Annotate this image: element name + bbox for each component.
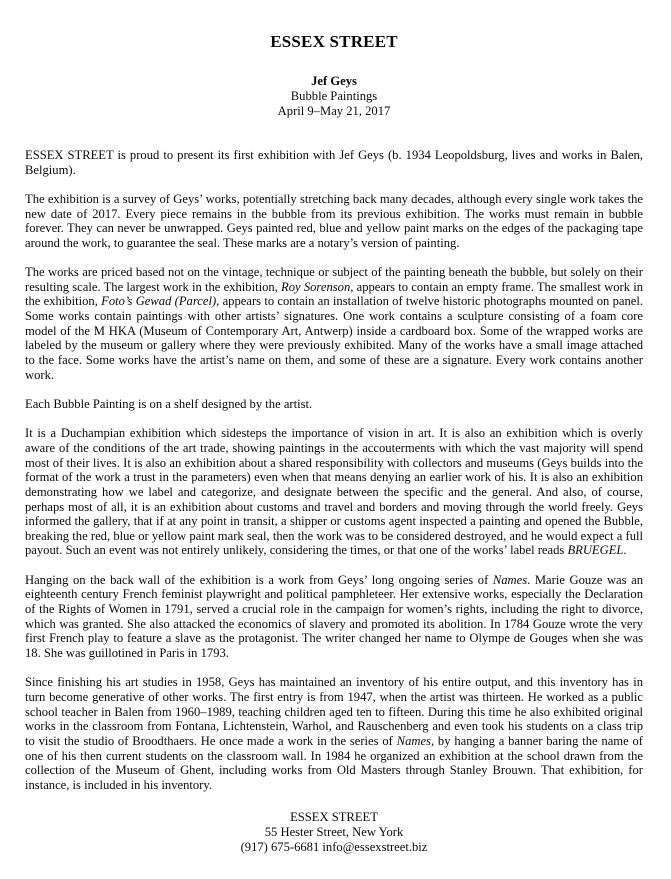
paragraph [25, 573, 643, 661]
paragraph [25, 397, 643, 412]
text-run: The exhibition is a survey of Geys’ works, potentially stretching back many decades, although every single work takes the new date of 2017. Every piece remains in the bubble from its previous exhibition. The works must remain in bubble forever. They can never be unwrapped. Geys painted red, blue and yellow paint marks on the edges of the packaging tape around the work, to guarantee the seal. These marks are a notary’s version of painting. [25, 191, 643, 250]
italic-work-title: Names [492, 572, 528, 587]
text-run: Since finishing his art studies in 1958, Geys has maintained an inventory of his entire output, and this inventory has in turn become generative of other works. The first entry is from 1947, when the artist was thirteen. He worked as a public school teacher in Balen from 1960–1989, teaching children aged ten to fifteen. During this time he also exhibited original works in the classroom from Fontana, Lichtenstein, Warhol, and Rauschenberg and even took his students on a class trip to visit the studio of Broodthaers. He once made a work in the series of [25, 675, 643, 748]
press-release-body [25, 148, 643, 793]
text-run: . Marie Gouze was an eighteenth century French feminist playwright and political pamphleteer. Her extensive works, especially the Declaration of the Rights of Women in 1791, served a crucial role in the campaign for women’s rights, including the right to divorce, which was granted. She also attacked the economics of slavery and promoted its abolition. In 1784 Gouze wrote the very first French play to feature a slave as the protagonist. The writer changed her name to Olympe de Gouges when she was 18. She was guillotined in Paris in 1793. [25, 572, 643, 660]
text-run: appears to contain an installation of twelve historic photographs mounted on panel. Some works contain paintings with other artists’ signatures. One work contains a sculpture consisting of a foam core model of the M HKA (Museum of Contemporary Art, Antwerp) inside a cardboard box. Some of the wrapped works are labeled by the museum or gallery where they were previously exhibited. Many of the works have a small image attached to the face. Some works have the artist’s name on them, and some of these are a signature. Every work contains another work. [25, 294, 644, 382]
artist-name: Jef Geys [311, 74, 357, 88]
footer-contact: (917) 675-6681 info@essexstreet.biz [240, 839, 428, 854]
paragraph [25, 148, 643, 177]
paragraph [25, 265, 643, 382]
paragraph [25, 426, 643, 558]
paragraph [25, 675, 643, 792]
footer-address: 55 Hester Street, New York [264, 824, 404, 839]
text-run: Hanging on the back wall of the exhibition is a work from Geys’ long ongoing series of [25, 572, 493, 587]
footer-gallery-name: ESSEX STREET [290, 809, 378, 824]
text-run: Each Bubble Painting is on a shelf designed by the artist. [25, 396, 313, 411]
paragraph [25, 192, 643, 251]
italic-work-title: BRUEGEL [567, 543, 624, 558]
exhibition-dates: April 9–May 21, 2017 [277, 104, 391, 118]
text-run: ESSEX STREET is proud to present its first exhibition with Jef Geys (b. 1934 Leopoldsburg, lives and works in Balen, Belgium). [25, 148, 643, 177]
italic-work-title: Roy Sorenson [281, 279, 351, 294]
italic-work-title: Names [396, 733, 431, 748]
italic-work-title: Foto’s Gewad (Parcel), [101, 294, 220, 309]
gallery-title: ESSEX STREET [270, 32, 398, 51]
footer [25, 810, 643, 855]
exhibition-title: Bubble Paintings [290, 89, 378, 103]
text-run: . [623, 543, 627, 558]
text-run: It is a Duchampian exhibition which sidesteps the importance of vision in art. It is also an exhibition which is overly aware of the conditions of the art trade, showing paintings in the accouterments with which the vast majority will spend most of their lives. It is also an exhibition about a shared responsibility with collectors and museums (Geys builds into the format of the work a trust in the parameters) even when that means denying an earlier work of his. It is also an exhibition demonstrating how we label and categorize, and designate between the specific and the general. And also, of course, perhaps most of all, it is an exhibition about customs and travel and borders and moving through the world freely. Geys informed the gallery, that if at any point in transit, a shipper or customs agent inspected a painting and opened the Bubble, breaking the red, blue or yellow paint mark seal, then the work was to be considered destroyed, and he would expect a full payout. Such an event was not entirely unlikely, considering the times, or that one of the works’ label reads [25, 426, 643, 558]
text-run: , by hanging a banner baring the name of one of his then current students on the classroom wall. In 1984 he organized an exhibition at the school drawn from the collection of the Museum of Ghent, including works from Old Masters through Stanley Brouwn. That exhibition, for instance, is included in his inventory. [25, 733, 643, 792]
exhibition-header [25, 74, 643, 119]
text-run: , appears to contain an empty frame. The smallest work in the exhibition, [25, 279, 643, 309]
text-run: The works are priced based not on the vintage, technique or subject of the painting beneath the bubble, but solely on their resulting scale. The largest work in the exhibition, [25, 265, 643, 294]
